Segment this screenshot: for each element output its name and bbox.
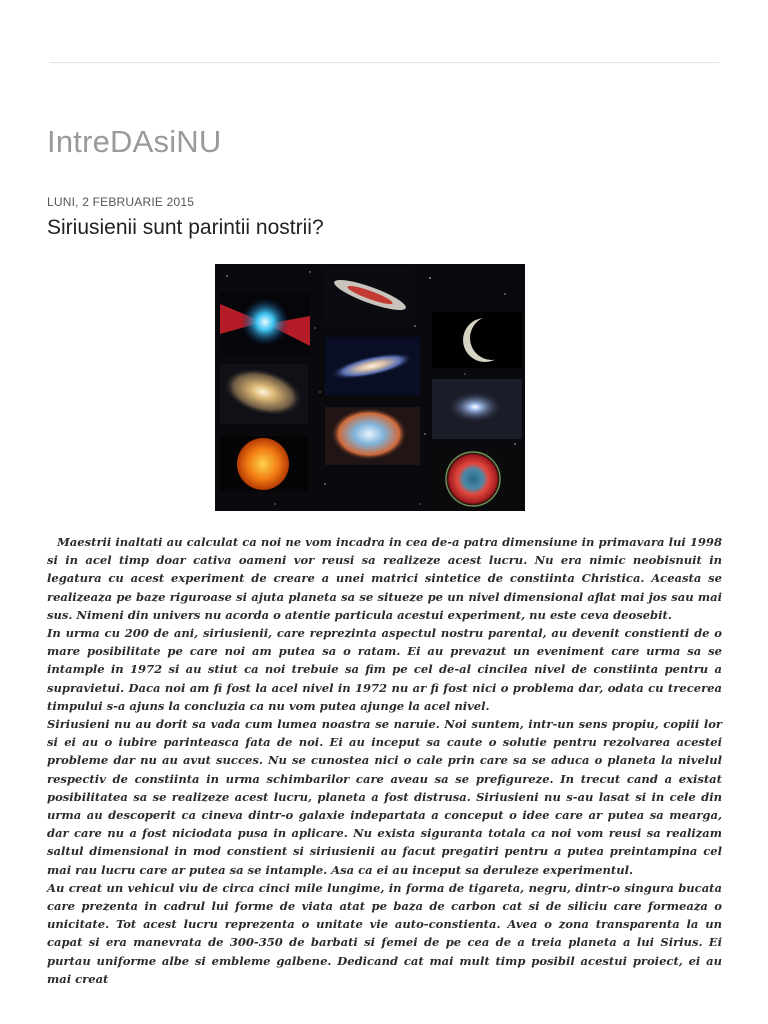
panel-ring-nebula bbox=[432, 451, 522, 507]
post-paragraph: Siriusieni nu au dorit sa vada cum lumea noastra se naruie. Noi suntem, intr-un sens propiu, copiii lor si ei au o iubire parinteasca fata de noi. Ei au inceput sa caute o solutie pentru rezolvarea acestei probleme dar nu au avut succes. Nu se cunostea nici o cale prin care sa se aduca o planeta la nivelul respectiv de constiinta in urma schimbarilor care aveau sa se prefigureze. In trecut cand a existat posibilitatea sa se realizeze acest lucru, planeta a fost distrusa. Siriusieni nu s-au lasat si in cele din urma au descoperit ca cineva dintr-o galaxie indepartata a conceput o idee care ar putea sa mearga, dar care nu a fost niciodata pusa in aplicare. Nu exista siguranta totala ca noi vom reusi sa realizam saltul dimensional in mod constient si siriusienii au facut pregatiri pentru a putea preintampina cel mai rau lucru care ar putea sa se intample. Asa ca ei au inceput sa deruleze experimentul. bbox=[47, 717, 722, 877]
post-paragraph: In urma cu 200 de ani, siriusienii, care reprezinta aspectul nostru parental, au devenit constienti de o mare posibilitate pe care noi am putea sa o ratam. Ei au prevazut un eveniment care urma sa se intample in 1972 si au stiut ca noi trebuie sa fim pe cel de-al cincilea nivel de constiinta pentru a supravietui. Daca noi am fi fost la acel nivel in 1972 nu ar fi fost nici o problema dar, odata cu trecerea timpului s-a ajuns la concluzia ca nu vom putea ajunge la acel nivel. bbox=[47, 626, 722, 713]
blog-title-link[interactable]: IntreDAsiNU bbox=[47, 124, 222, 159]
post-image-space-collage[interactable] bbox=[215, 264, 525, 511]
post-paragraph: Au creat un vehicul viu de circa cinci mile lungime, in forma de tigareta, negru, dintr-o singura bucata care prezenta in cadrul lui forme de viata atat pe baza de carbon cat si de siliciu care formeaza o unicitate. Tot acest lucru reprezenta o unitate vie auto-constienta. Avea o zona transparenta la un capat si era manevrata de 300-350 de barbati si femei de pe cea de a treia planeta a lui Sirius. Ei purtau uniforme albe si embleme galbene. Dedicand cat mai mult timp posibil acestui proiect, ei au mai creat bbox=[47, 880, 722, 986]
post-paragraph: Maestrii inaltati au calculat ca noi ne vom incadra in cea de-a patra dimensiune in primavara lui 1998 si in acel timp doar cativa oameni vor reusi sa realizeze acest lucru. Nu era nimic neobisnuit in legatura cu acest experiment de creare a unei matrici sintetice de constiinta Christica. Aceasta se realizeaza pe baze riguroase si ajuta planeta sa se situeze pe un nivel dimensional aflat mai jos sau mai sus. Nimeni din univers nu acorda o atentie particula acestui experiment, nu este ceva deosebit. bbox=[47, 535, 722, 622]
panel-crescent-moon bbox=[432, 312, 522, 368]
collage-svg bbox=[215, 264, 525, 511]
post-date: LUNI, 2 FEBRUARIE 2015 bbox=[47, 195, 195, 209]
panel-faint-nebula bbox=[432, 379, 522, 439]
panel-andromeda-galaxy bbox=[325, 337, 420, 395]
panel-edge-on-galaxy bbox=[325, 268, 415, 322]
post-title[interactable]: Siriusienii sunt parintii nostrii? bbox=[47, 216, 324, 239]
panel-crab-nebula bbox=[325, 407, 420, 465]
header-divider bbox=[50, 62, 719, 63]
panel-blue-nebula-red-jets bbox=[220, 292, 310, 354]
panel-golden-spiral-galaxy bbox=[219, 360, 308, 424]
post-body bbox=[47, 533, 722, 988]
panel-sun bbox=[220, 436, 308, 491]
